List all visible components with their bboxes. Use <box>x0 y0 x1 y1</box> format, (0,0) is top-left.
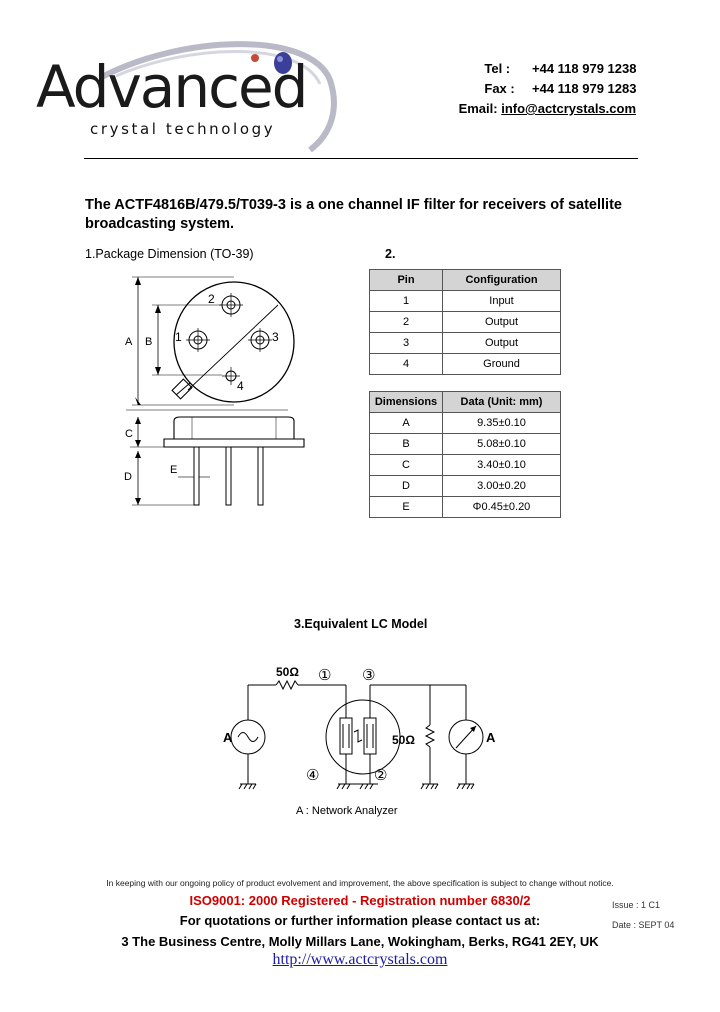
dim-cell: A <box>370 413 443 434</box>
contact-email <box>459 101 636 116</box>
table-row <box>370 455 561 476</box>
pin-table <box>369 269 561 375</box>
source-label: A <box>223 730 233 745</box>
table-row <box>370 497 561 518</box>
input-resistor-icon <box>276 681 298 689</box>
table-row <box>370 434 561 455</box>
dim-d-label: D <box>124 471 132 483</box>
dim-cell: C <box>370 455 443 476</box>
issue-date: Date : SEPT 04 <box>612 920 675 930</box>
pin-1-label: 1 <box>175 330 182 344</box>
contact-fax <box>484 81 636 96</box>
company-address: 3 The Business Centre, Molly Millars Lane, Wokingham, Berks, RG41 2EY, UK <box>121 934 599 949</box>
pin-cell: 1 <box>370 291 443 312</box>
dim-e-label: E <box>170 464 178 476</box>
pin-3-marker: ③ <box>362 666 376 684</box>
ground-icons <box>239 784 474 789</box>
output-resistor-label: 50Ω <box>392 733 415 747</box>
table-row <box>370 354 561 375</box>
dimension-table-header <box>370 392 561 413</box>
input-resistor-label: 50Ω <box>276 665 299 679</box>
contact-prompt: For quotations or further information please contact us at: <box>179 913 541 928</box>
dim-c-label: C <box>125 428 133 440</box>
disclaimer-text: In keeping with our ongoing policy of product evolvement and improvement, the above specification is subject to change without notice. <box>106 878 614 888</box>
pin-4-marker: ④ <box>306 766 320 784</box>
pin-2-top <box>219 293 243 317</box>
tel-value: +44 118 979 1238 <box>532 61 637 76</box>
output-resistor-icon <box>426 725 434 747</box>
dimensions-header: Dimensions <box>370 392 443 413</box>
dim-cell: B <box>370 434 443 455</box>
value-cell: 5.08±0.10 <box>443 434 561 455</box>
value-cell: 9.35±0.10 <box>443 413 561 434</box>
value-cell: 3.00±0.20 <box>443 476 561 497</box>
pin-cell: 3 <box>370 333 443 354</box>
fax-label: Fax : <box>484 81 515 96</box>
dim-cell: D <box>370 476 443 497</box>
config-cell: Ground <box>443 354 561 375</box>
email-link[interactable]: info@actcrystals.com <box>501 101 636 116</box>
dimension-table <box>369 391 561 518</box>
dim-cell: E <box>370 497 443 518</box>
table-row <box>370 333 561 354</box>
intro-text: The ACTF4816B/479.5/T039-3 is a one channel IF filter for receivers of satellite broadcasting system. <box>85 197 622 232</box>
logo-wordmark: Advanced <box>36 53 307 121</box>
lc-model-schematic <box>218 660 508 820</box>
issue-number: Issue : 1 C1 <box>612 900 661 910</box>
pin-3-top <box>248 328 272 352</box>
pin-cell: 2 <box>370 312 443 333</box>
data-header: Data (Unit: mm) <box>443 392 561 413</box>
pin-4-label: 4 <box>237 379 244 393</box>
table-row <box>370 312 561 333</box>
section-2-title: 2. <box>385 247 396 261</box>
table-row <box>370 291 561 312</box>
header-divider <box>84 158 638 159</box>
tel-label: Tel : <box>484 61 511 76</box>
package-title: 1.Package Dimension (TO-39) <box>85 247 254 261</box>
config-cell: Output <box>443 333 561 354</box>
config-cell: Input <box>443 291 561 312</box>
email-label: Email: <box>458 101 498 116</box>
table-row <box>370 476 561 497</box>
value-cell: 3.40±0.10 <box>443 455 561 476</box>
lc-model-title: 3.Equivalent LC Model <box>294 617 428 631</box>
fax-value: +44 118 979 1283 <box>532 81 637 96</box>
logo-tagline: crystal technology <box>90 120 276 138</box>
website-link[interactable]: http://www.actcrystals.com <box>272 951 448 968</box>
pin-header: Pin <box>370 270 443 291</box>
pin-1-marker: ① <box>318 666 332 684</box>
pin-table-header <box>370 270 561 291</box>
dim-a-label: A <box>125 336 133 348</box>
configuration-header: Configuration <box>443 270 561 291</box>
value-cell: Φ0.45±0.20 <box>443 497 561 518</box>
pin-1-top <box>186 328 210 352</box>
package-leads <box>194 447 263 505</box>
iso-registration: ISO9001: 2000 Registered - Registration number 6830/2 <box>189 893 531 908</box>
pin-2-label: 2 <box>208 292 215 306</box>
pin-2-marker: ② <box>374 766 388 784</box>
pin-cell: 4 <box>370 354 443 375</box>
package-drawing <box>118 265 338 515</box>
config-cell: Output <box>443 312 561 333</box>
lc-caption: A : Network Analyzer <box>296 805 398 817</box>
filter-package-icon <box>326 700 400 774</box>
dim-b-label: B <box>145 336 153 348</box>
table-row <box>370 413 561 434</box>
contact-tel <box>484 61 636 76</box>
meter-label: A <box>486 730 496 745</box>
pin-3-label: 3 <box>272 330 279 344</box>
